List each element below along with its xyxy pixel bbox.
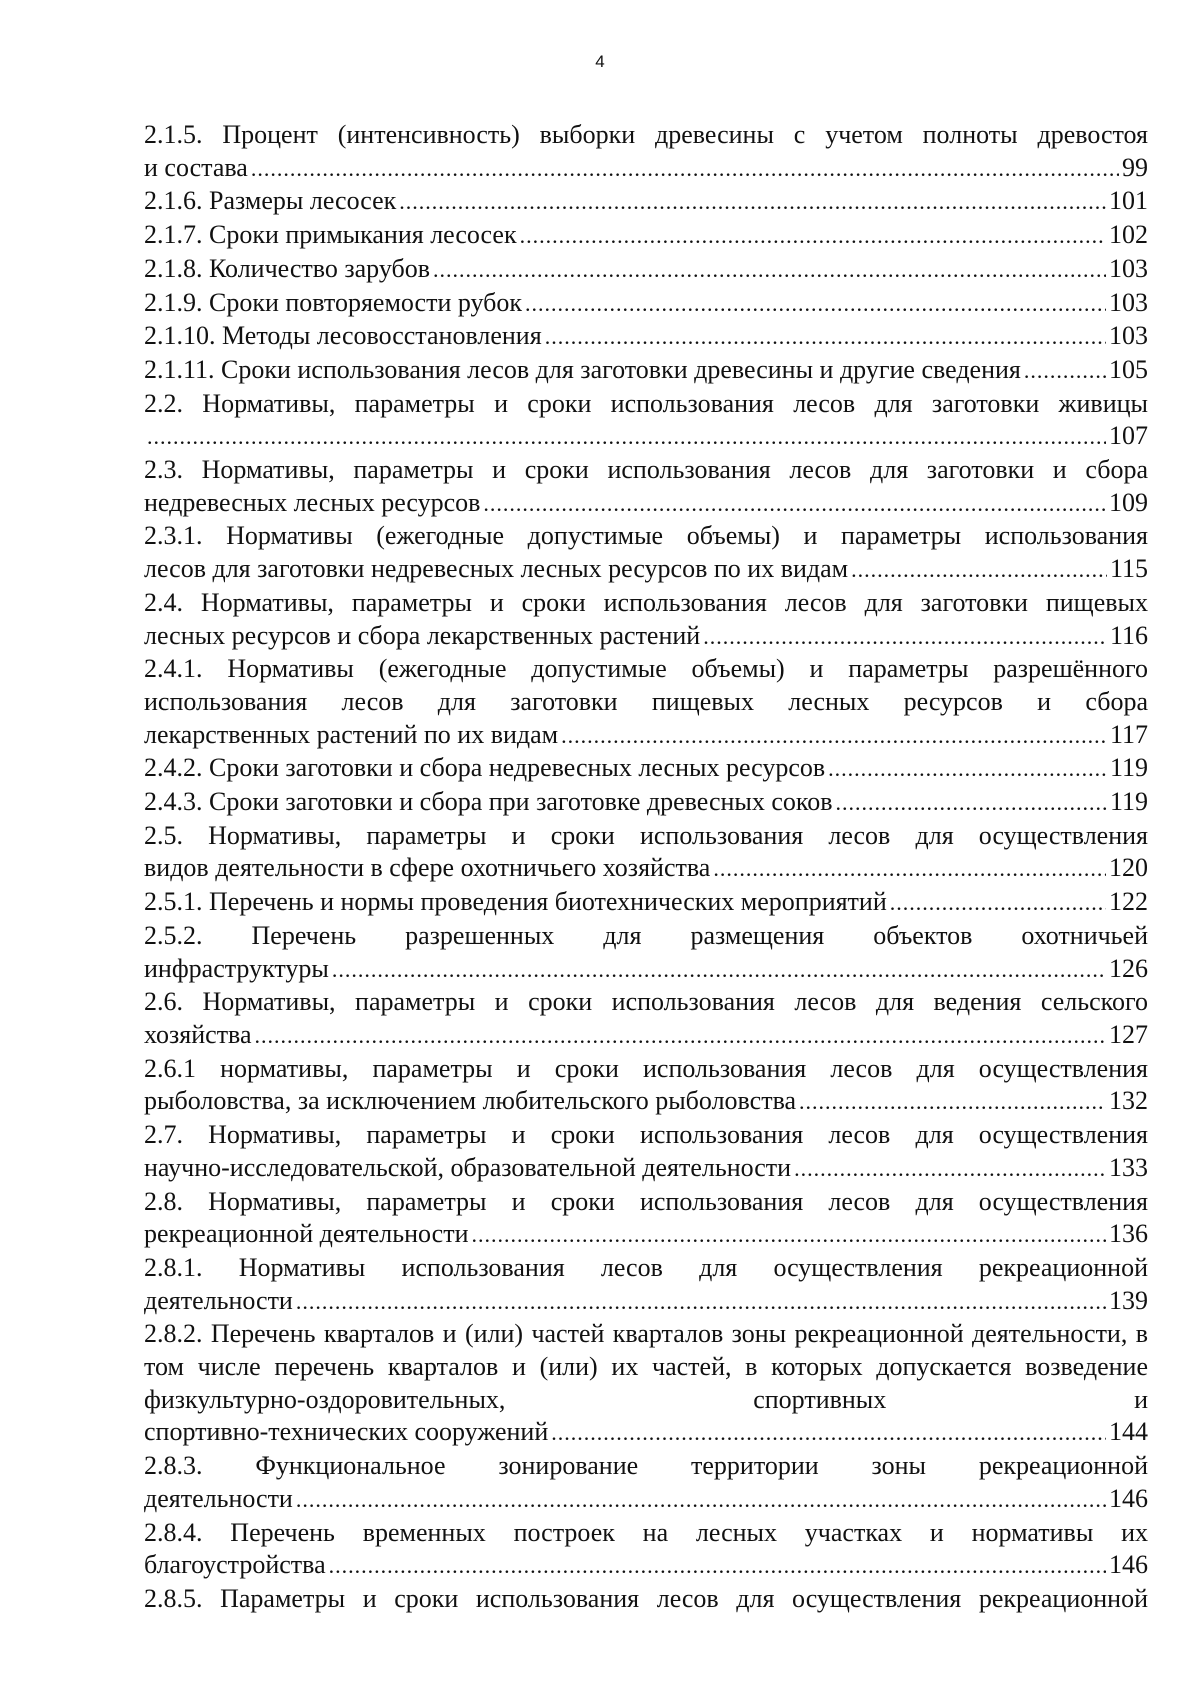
toc-page-number: 146 <box>1109 1483 1148 1513</box>
toc-page-number: 101 <box>1109 186 1148 216</box>
dot-leader <box>251 153 1119 186</box>
table-of-contents <box>144 119 1148 1616</box>
toc-entry-title: 2.6. Нормативы, параметры и сроки использования лесов для ведения сельского <box>144 987 1148 1017</box>
toc-entry[interactable] <box>144 454 1148 520</box>
toc-entry-title-end: лесов для заготовки недревесных лесных ресурсов по их видам <box>144 554 849 584</box>
toc-entry[interactable] <box>144 320 1148 354</box>
toc-entry[interactable] <box>144 752 1148 786</box>
toc-entry-title-end: 2.1.8. Количество зарубов <box>144 253 430 283</box>
toc-entry[interactable] <box>144 388 1148 454</box>
toc-entry-title: 2.8.4. Перечень временных построек на лесных участках и нормативы их <box>144 1517 1148 1547</box>
toc-entry-title-end: инфраструктуры <box>144 953 329 983</box>
toc-page-number: 133 <box>1109 1152 1148 1182</box>
toc-page-number: 139 <box>1109 1285 1148 1315</box>
toc-page-number: 144 <box>1109 1417 1148 1447</box>
toc-entry-title-end: деятельности <box>144 1483 293 1513</box>
toc-page-number: 116 <box>1109 620 1148 650</box>
toc-entry-title: 2.7. Нормативы, параметры и сроки использования лесов для осуществления <box>144 1120 1148 1150</box>
dot-leader <box>483 488 1106 521</box>
toc-entry-title-end: 2.4.3. Сроки заготовки и сбора при заготовке древесных соков <box>144 787 833 817</box>
toc-entry-title: 2.3.1. Нормативы (ежегодные допустимые объемы) и параметры использования <box>144 521 1148 551</box>
toc-entry[interactable] <box>144 354 1148 388</box>
dot-leader <box>561 720 1107 753</box>
toc-entry-title-end: 2.1.9. Сроки повторяемости рубок <box>144 287 523 317</box>
toc-entry[interactable] <box>144 986 1148 1052</box>
dot-leader <box>433 254 1106 287</box>
toc-entry[interactable] <box>144 1517 1148 1583</box>
toc-entry[interactable] <box>144 287 1148 321</box>
toc-page-number: 103 <box>1109 287 1148 317</box>
toc-page-number: 103 <box>1109 321 1148 351</box>
toc-entry[interactable] <box>144 920 1148 986</box>
toc-entry[interactable] <box>144 820 1148 886</box>
toc-page-number: 105 <box>1109 354 1148 384</box>
toc-entry[interactable] <box>144 786 1148 820</box>
dot-leader <box>1024 355 1106 388</box>
toc-entry-title: 2.3. Нормативы, параметры и сроки использования лесов для заготовки и сбора <box>144 455 1148 485</box>
toc-entry-title-end: недревесных лесных ресурсов <box>144 487 481 517</box>
toc-entry[interactable] <box>144 1450 1148 1516</box>
toc-entry-title: 2.1.5. Процент (интенсивность) выборки древесины с учетом полноты древостоя <box>144 120 1148 149</box>
toc-entry[interactable] <box>144 219 1148 253</box>
dot-leader <box>828 753 1107 786</box>
toc-entry-title-end: 2.1.10. Методы лесовосстановления <box>144 321 542 351</box>
toc-page-number: 119 <box>1109 753 1148 783</box>
toc-entry-title-end: видов деятельности в сфере охотничьего хозяйства <box>144 853 711 883</box>
toc-page-number: 136 <box>1109 1219 1148 1249</box>
toc-page-number: 109 <box>1109 487 1148 517</box>
toc-entry-title: 2.5. Нормативы, параметры и сроки использования лесов для осуществления <box>144 820 1148 850</box>
dot-leader <box>545 321 1106 354</box>
toc-entry[interactable] <box>144 1583 1148 1616</box>
toc-entry[interactable] <box>144 1186 1148 1252</box>
toc-entry-title: 2.5.2. Перечень разрешенных для размещения объектов охотничьей <box>144 920 1148 950</box>
dot-leader <box>525 288 1106 321</box>
toc-page-number: 107 <box>1109 421 1148 451</box>
dot-leader <box>713 853 1106 886</box>
toc-entry-title-end: 2.4.2. Сроки заготовки и сбора недревесных лесных ресурсов <box>144 753 826 783</box>
toc-entry-title: 2.4.1. Нормативы (ежегодные допустимые объемы) и параметры разрешённого использования лесов для заготовки пищевых лесных ресурсов и сбора <box>144 654 1148 716</box>
dot-leader <box>799 1086 1106 1119</box>
dot-leader <box>329 1550 1106 1583</box>
toc-entry[interactable] <box>144 119 1148 185</box>
toc-entry-title-end: лесных ресурсов и сбора лекарственных растений <box>144 620 701 650</box>
toc-entry[interactable] <box>144 587 1148 653</box>
toc-entry-title-end: лекарственных растений по их видам <box>144 719 559 749</box>
toc-entry-title-end: хозяйства <box>144 1019 252 1049</box>
dot-leader <box>551 1417 1106 1450</box>
toc-entry[interactable] <box>144 253 1148 287</box>
toc-entry-title-end: 2.1.7. Сроки примыкания лесосек <box>144 220 517 250</box>
toc-entry-title-end: деятельности <box>144 1285 293 1315</box>
toc-page-number: 115 <box>1109 554 1148 584</box>
dot-leader <box>836 787 1107 820</box>
toc-page-number: 132 <box>1109 1086 1148 1116</box>
toc-page-number: 119 <box>1109 787 1148 817</box>
toc-page-number: 126 <box>1109 953 1148 983</box>
toc-entry[interactable] <box>144 886 1148 920</box>
toc-page-number: 146 <box>1109 1550 1148 1580</box>
toc-entry-title-end: 2.1.6. Размеры лесосек <box>144 186 397 216</box>
dot-leader <box>399 186 1106 219</box>
toc-entry-title-end: 2.5.1. Перечень и нормы проведения биотехнических мероприятий <box>144 887 887 917</box>
dot-leader <box>332 954 1106 987</box>
toc-entry-title: 2.6.1 нормативы, параметры и сроки использования лесов для осуществления <box>144 1053 1148 1083</box>
toc-entry-title: 2.2. Нормативы, параметры и сроки использования лесов для заготовки живицы <box>144 388 1148 418</box>
toc-entry-title-end: спортивно-технических сооружений <box>144 1417 549 1447</box>
dot-leader <box>296 1286 1106 1319</box>
toc-page-number: 117 <box>1109 719 1148 749</box>
toc-page-number: 99 <box>1122 152 1148 182</box>
toc-entry[interactable] <box>144 1053 1148 1119</box>
toc-entry-title: 2.8.5. Параметры и сроки использования лесов для осуществления рекреационной <box>144 1583 1148 1613</box>
dot-leader <box>851 554 1107 587</box>
toc-entry[interactable] <box>144 1252 1148 1318</box>
toc-page-number: 122 <box>1109 887 1148 917</box>
toc-entry-title-end: и состава <box>144 152 248 182</box>
toc-entry-title: 2.8.2. Перечень кварталов и (или) частей кварталов зоны рекреационной деятельности, в том числе перечень кварталов и (или) их частей, в которых допускается возведение физкультурно-оздоровительных, спортивных и <box>144 1319 1148 1414</box>
toc-entry-title-end: рекреационной деятельности <box>144 1219 469 1249</box>
toc-entry-title: 2.4. Нормативы, параметры и сроки использования лесов для заготовки пищевых <box>144 587 1148 617</box>
toc-entry-title: 2.8. Нормативы, параметры и сроки использования лесов для осуществления <box>144 1186 1148 1216</box>
dot-leader <box>471 1219 1106 1252</box>
dot-leader <box>255 1020 1106 1053</box>
toc-entry[interactable] <box>144 1119 1148 1185</box>
toc-page-number: 120 <box>1109 853 1148 883</box>
toc-entry[interactable] <box>144 520 1148 586</box>
toc-entry-title-end: рыболовства, за исключением любительского рыболовства <box>144 1086 797 1116</box>
toc-entry-title-end: благоустройства <box>144 1550 326 1580</box>
toc-entry[interactable] <box>144 185 1148 219</box>
page-number: 4 <box>595 52 605 71</box>
dot-leader <box>890 887 1106 920</box>
toc-entry-title: 2.8.1. Нормативы использования лесов для осуществления рекреационной <box>144 1252 1148 1282</box>
toc-page-number: 102 <box>1109 220 1148 250</box>
toc-entry-title: 2.8.3. Функциональное зонирование территории зоны рекреационной <box>144 1451 1148 1481</box>
toc-entry[interactable] <box>144 653 1148 752</box>
toc-page-number: 127 <box>1109 1019 1148 1049</box>
dot-leader <box>520 220 1106 253</box>
toc-entry[interactable] <box>144 1318 1148 1450</box>
toc-entry-title-end: 2.1.11. Сроки использования лесов для заготовки древесины и другие сведения <box>144 354 1021 384</box>
dot-leader <box>296 1484 1106 1517</box>
toc-page-number: 103 <box>1109 253 1148 283</box>
toc-entry-title-end: научно-исследовательской, образовательной деятельности <box>144 1152 792 1182</box>
dot-leader <box>794 1153 1106 1186</box>
dot-leader <box>703 621 1107 654</box>
dot-leader <box>147 421 1106 454</box>
